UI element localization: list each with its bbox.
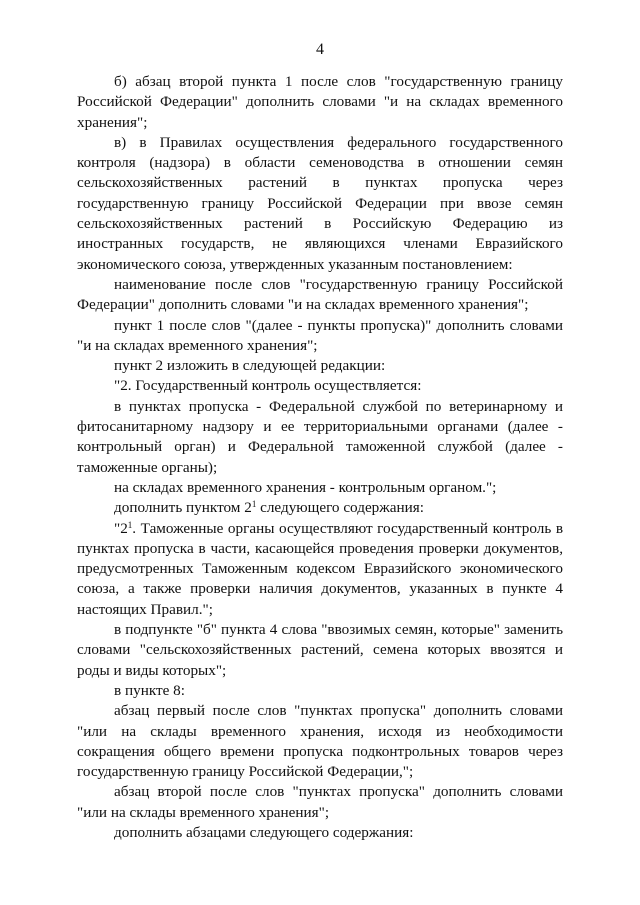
paragraph-add-point-2-1 bbox=[77, 498, 563, 518]
paragraph-b: б) абзац второй пункта 1 после слов "государственную границу Российской Федерации" дополнить словами "и на складах временного хранения"; bbox=[77, 73, 563, 131]
paragraph-naimenovanie: наименование после слов "государственную границу Российской Федерации" дополнить словами "и на складах временного хранения"; bbox=[77, 275, 563, 314]
paragraph-point-2-1 bbox=[77, 519, 563, 620]
paragraph-v: в) в Правилах осуществления федерального государственного контроля (надзора) в области семеноводства в отношении семян сельскохозяйственных растений в пунктах пропуска через государственную границу Российской Федерации при ввозе семян сельскохозяйственных растений в Российскую Федерацию из иностранных государств, не являющихся членами Евразийского экономического союза, утвержденных указанным постановлением: bbox=[77, 133, 563, 273]
text-fragment: дополнить пунктом 2 bbox=[114, 499, 252, 517]
page-number: 4 bbox=[316, 41, 324, 58]
paragraph-warehouses: на складах временного хранения - контрольным органом."; bbox=[114, 478, 497, 496]
paragraph-checkpoints: в пунктах пропуска - Федеральной службой по ветеринарному и фитосанитарному надзору и ее территориальными органами (далее - контрольный орган) и Федеральной таможенной службой (далее - таможенные органы); bbox=[77, 397, 563, 476]
text-fragment: . Таможенные органы осуществляют государственный контроль в пунктах пропуска в части, касающейся проведения проверки документов, предусмотренных Таможенным кодексом Евразийского экономического союза, а также проверки наличия документов, указанных в пункте 4 настоящих Правил."; bbox=[77, 519, 563, 618]
text-fragment: следующего содержания: bbox=[256, 499, 424, 517]
paragraph-punkt-1: пункт 1 после слов "(далее - пункты пропуска)" дополнить словами "и на складах временного хранения"; bbox=[77, 316, 563, 354]
document-body bbox=[77, 72, 563, 843]
paragraph-control-heading: "2. Государственный контроль осуществляется: bbox=[114, 377, 422, 395]
paragraph-punkt-2: пункт 2 изложить в следующей редакции: bbox=[114, 357, 386, 375]
superscript: 1 bbox=[251, 499, 257, 510]
paragraph-add-abzacs: дополнить абзацами следующего содержания: bbox=[114, 823, 414, 841]
text-fragment: "2 bbox=[114, 519, 128, 537]
superscript: 1 bbox=[127, 519, 133, 530]
paragraph-subpoint-b: в подпункте "б" пункта 4 слова "ввозимых семян, которые" заменить словами "сельскохозяйственных растений, семена которых ввозятся и роды и виды которых"; bbox=[77, 621, 563, 679]
paragraph-punkt-8: в пункте 8: bbox=[114, 681, 185, 699]
paragraph-second-abzac: абзац второй после слов "пунктах пропуска" дополнить словами "или на склады временного хранения"; bbox=[77, 783, 563, 821]
paragraph-first-abzac: абзац первый после слов "пунктах пропуска" дополнить словами "или на склады временного хранения, исходя из необходимости сокращения общего времени пропуска подконтрольных товаров через государственную границу Российской Федерации,"; bbox=[77, 702, 563, 781]
